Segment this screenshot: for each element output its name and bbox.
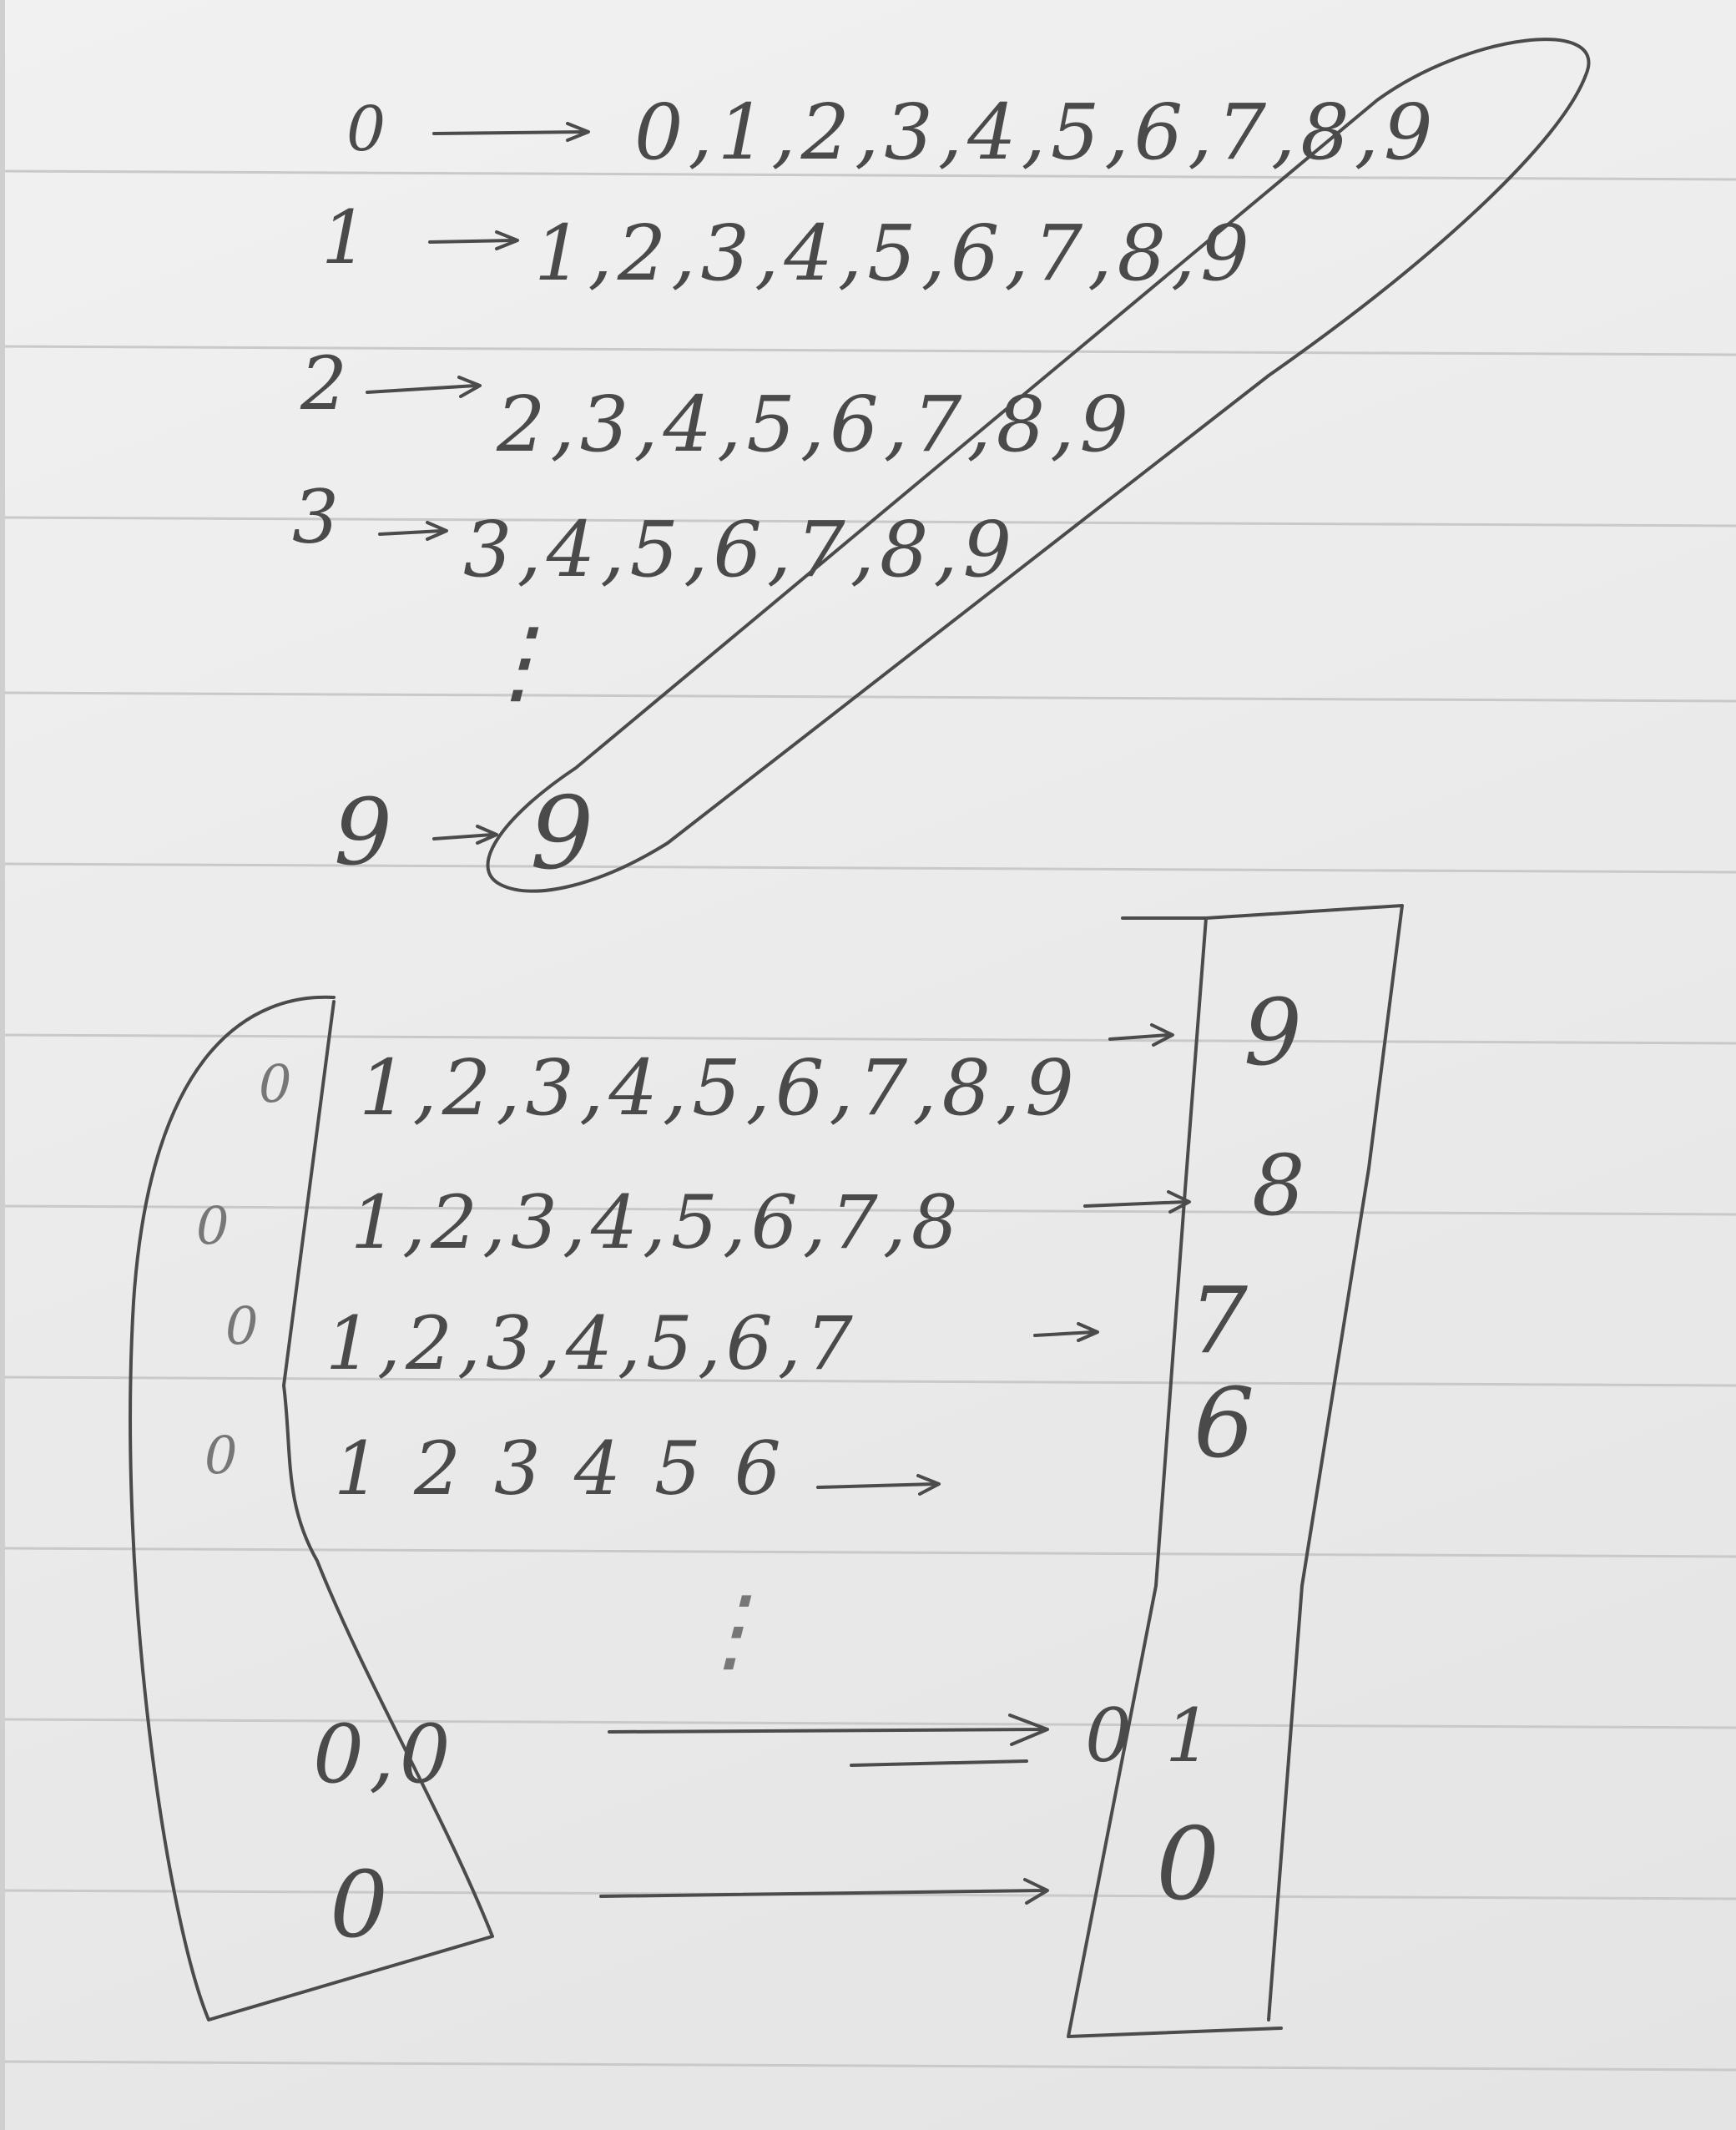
bottom-row-0-arrow xyxy=(1110,1025,1173,1045)
bottom-row-1-result: 8 xyxy=(1252,1137,1310,1234)
top-row-1-values: 1,2,3,4,5,6,7,8,9 xyxy=(534,209,1254,298)
top-row-0-arrow xyxy=(434,124,588,140)
bottom-row-3-arrow xyxy=(818,1476,939,1494)
bottom-row-0-result: 9 xyxy=(1244,979,1307,1086)
bottom-row-3-prefix: 0 xyxy=(204,1425,243,1486)
top-ellipsis: ⋮ xyxy=(472,608,568,714)
top-row-2-values: 2,3,4,5,6,7,8,9 xyxy=(497,380,1133,469)
bottom-row-1-arrow xyxy=(1085,1192,1189,1212)
top-row-2-label: 2 xyxy=(300,341,352,427)
bottom-ellipsis: ⋮ xyxy=(684,1576,781,1683)
bottom-row-0-values: 1,2,3,4,5,6,7,8,9 xyxy=(359,1043,1079,1133)
top-mapping xyxy=(292,39,1588,892)
top-row-3-label: 3 xyxy=(292,474,344,560)
top-row-9-label: 9 xyxy=(334,779,397,886)
bottom-row-5-result: 0 xyxy=(1156,1807,1225,1923)
bottom-row-3-values: 1 2 3 4 5 6 xyxy=(334,1426,786,1512)
top-row-1-label: 1 xyxy=(321,194,373,280)
bottom-row-5-arrow xyxy=(601,1880,1047,1903)
bottom-row-4-values: 0,0 xyxy=(313,1708,456,1801)
bottom-row-1-prefix: 0 xyxy=(196,1195,235,1256)
top-row-3-values: 3,4,5,6,7,8,9 xyxy=(463,505,1017,594)
bottom-row-0-prefix: 0 xyxy=(259,1053,297,1114)
margin-holes xyxy=(0,0,5,2130)
bottom-row-2-values: 1,2,3,4,5,6,7 xyxy=(326,1300,858,1386)
top-row-3-arrow xyxy=(380,522,447,539)
bottom-row-1-values: 1,2,3,4,5,6,7,8 xyxy=(351,1179,963,1265)
top-row-9-arrow xyxy=(434,826,497,843)
bottom-row-2-arrow xyxy=(1035,1324,1098,1340)
bottom-row-2-result: 7 xyxy=(1189,1267,1253,1374)
bottom-row-3-result: 6 xyxy=(1194,1368,1260,1480)
top-row-9-values: 9 xyxy=(530,776,599,892)
bottom-row-5-values: 0 xyxy=(330,1851,393,1958)
top-row-0-label: 0 xyxy=(346,93,391,165)
top-row-1-arrow xyxy=(430,232,517,249)
top-row-0-values: 0,1,2,3,4,5,6,7,8,9 xyxy=(634,88,1438,177)
bottom-row-2-prefix: 0 xyxy=(225,1295,264,1356)
bottom-mapping xyxy=(130,906,1402,2037)
top-row-2-arrow xyxy=(367,377,480,396)
bottom-row-4-result: 0 1 xyxy=(1085,1693,1217,1779)
